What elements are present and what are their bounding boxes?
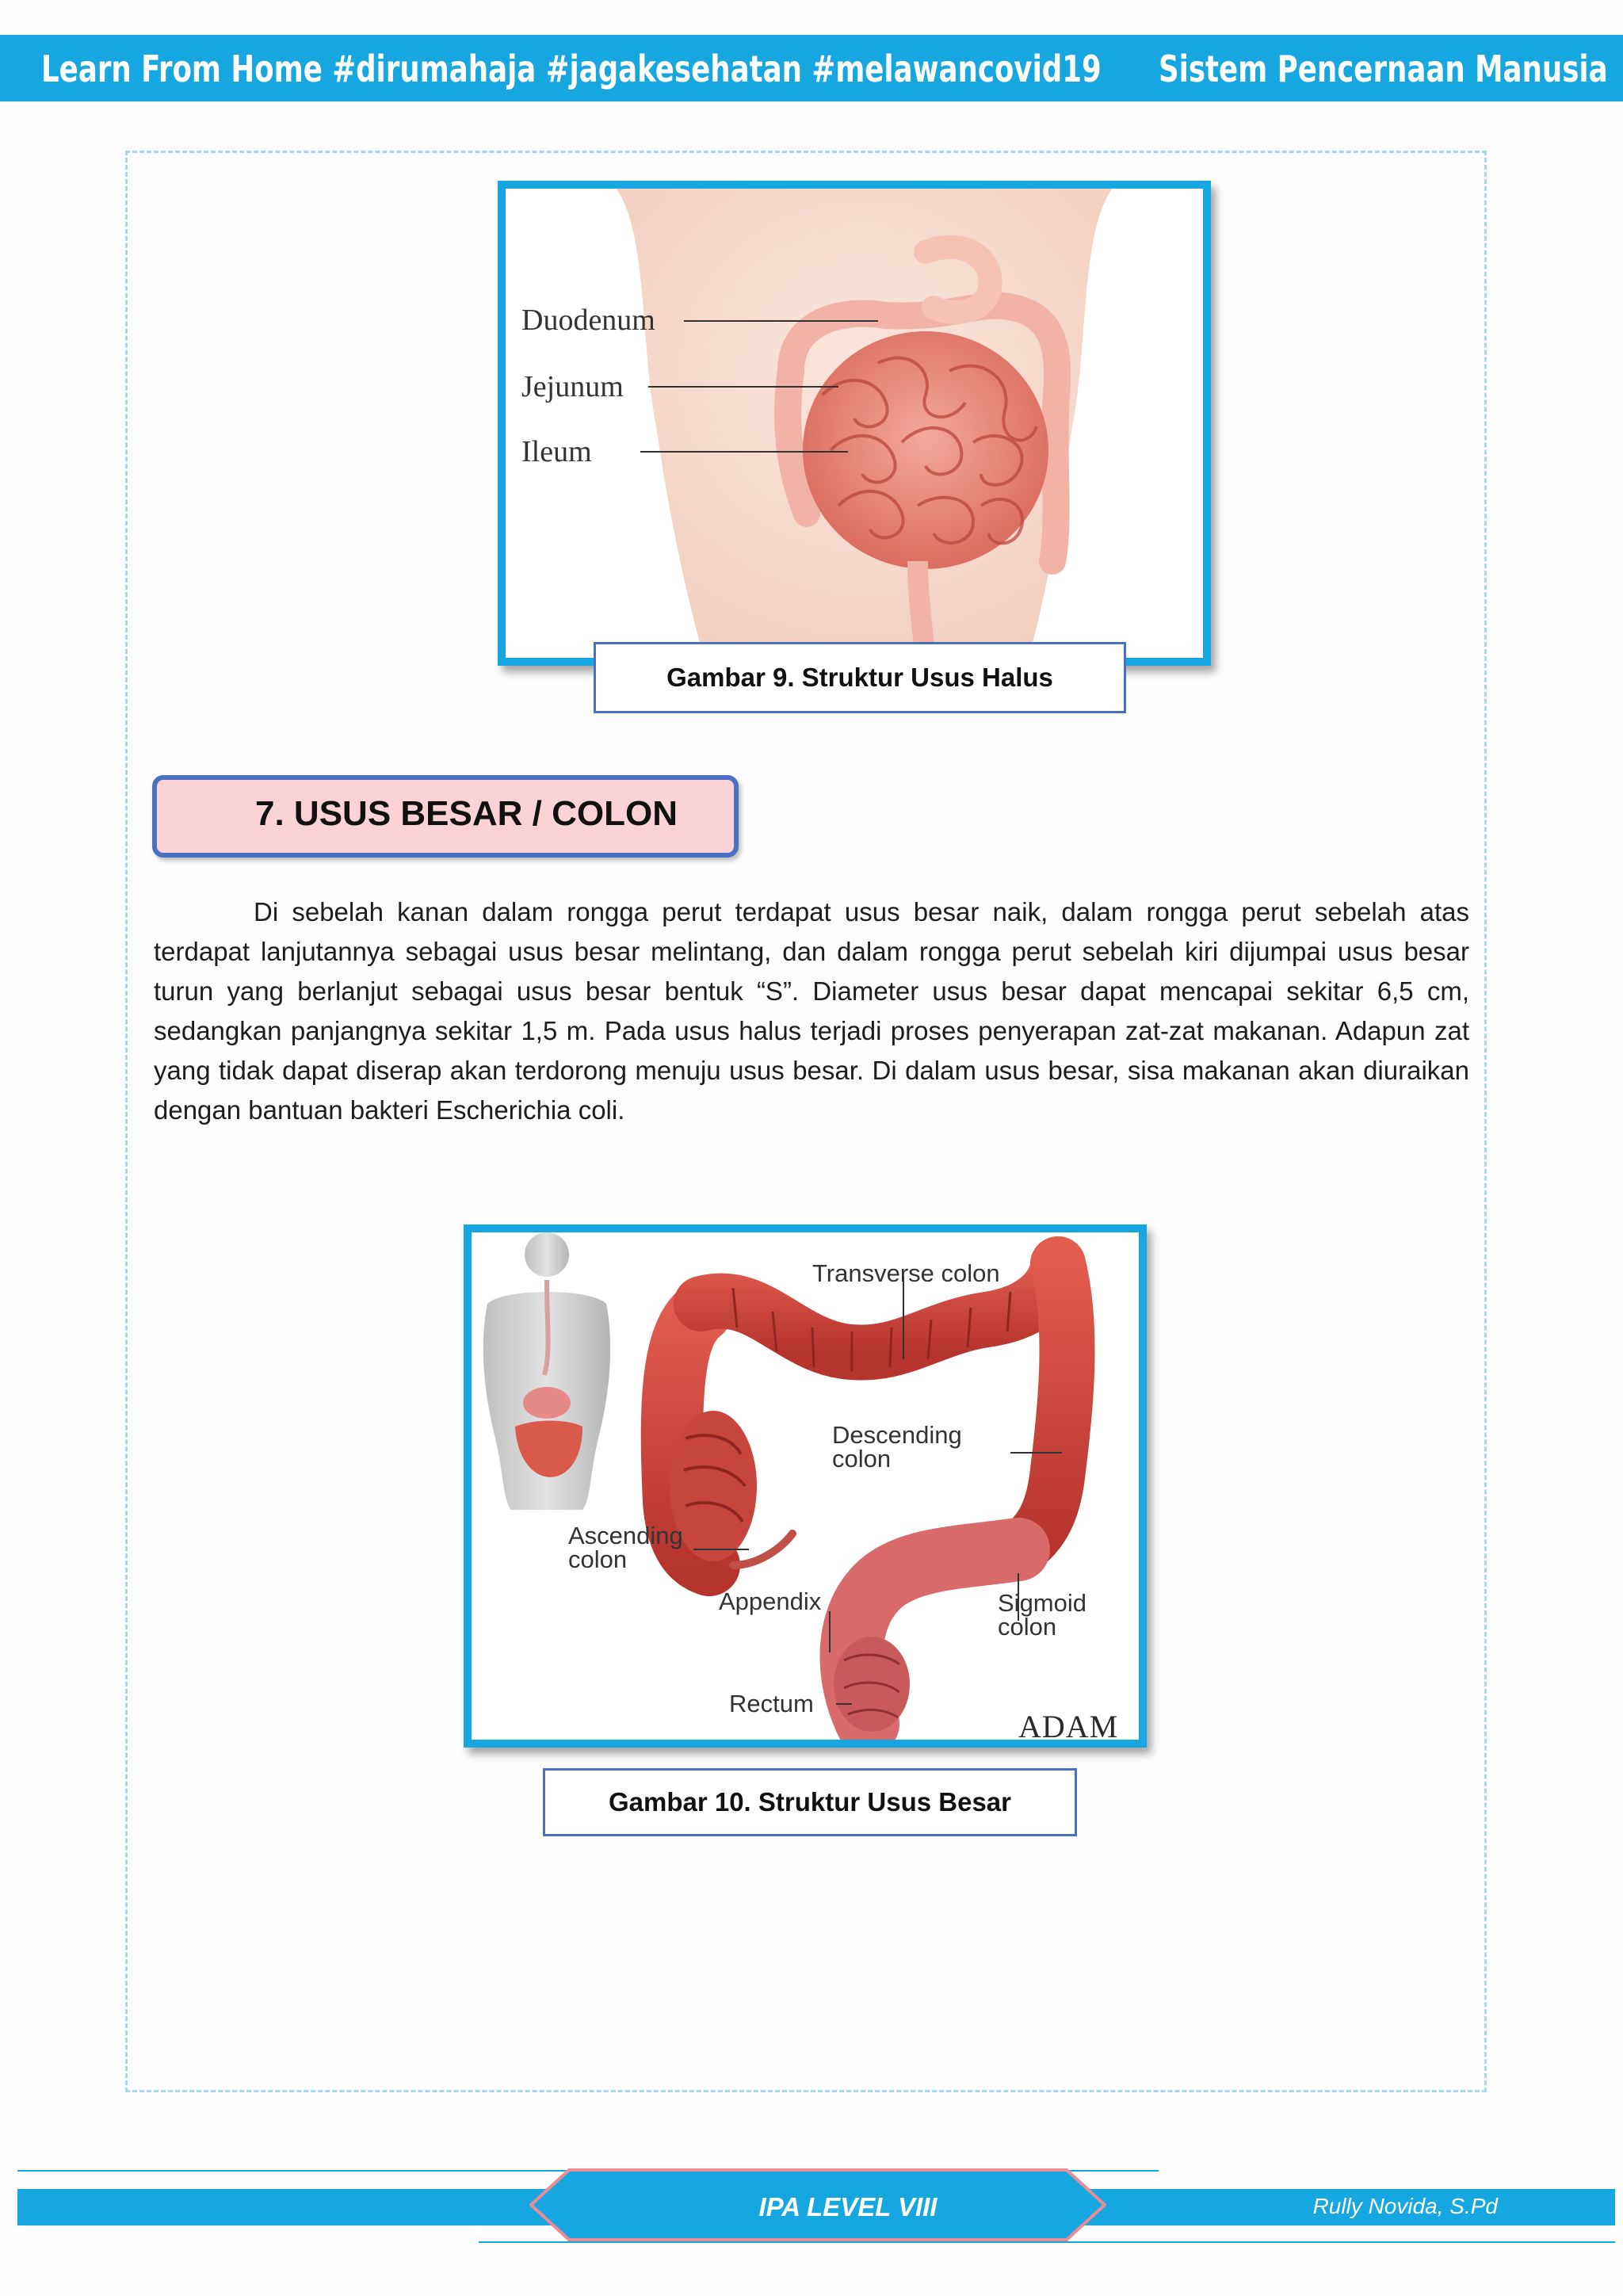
figure9-caption: Gambar 9. Struktur Usus Halus xyxy=(594,642,1126,713)
large-intestine-illustration xyxy=(472,1232,1139,1740)
label-ascending-colon-line1: Ascending xyxy=(568,1522,683,1549)
header-topic: Sistem Pencernaan Manusia xyxy=(1159,48,1608,90)
label-ileum: Ileum xyxy=(521,435,592,468)
footer-line-bottom xyxy=(479,2241,1615,2243)
label-rectum: Rectum xyxy=(729,1690,814,1717)
header-hashtags: Learn From Home #dirumahaja #jagakesehatan #melawancovid19 xyxy=(41,48,1102,90)
body-paragraph: Di sebelah kanan dalam rongga perut terdapat usus besar naik, dalam rongga perut sebelah atas terdapat lanjutannya sebagai usus besar melintang, dan dalam rongga perut sebelah kiri dijumpai usus besar turun yang berlanjut sebagai usus besar bentuk “S”. Diameter usus besar dapat mencapai sekitar 6,5 cm, sedangkan panjangnya sekitar 1,5 m. Pada usus halus terjadi proses penyerapan zat-zat makanan. Adapun zat yang tidak dapat diserap akan terdorong menuju usus besar. Di dalam usus besar, sisa makanan akan diuraikan dengan bantuan bakteri Escherichia coli. xyxy=(154,897,1469,1125)
footer-author: Rully Novida, S.Pd xyxy=(1312,2194,1498,2218)
label-transverse-colon: Transverse colon xyxy=(812,1259,1000,1287)
label-appendix: Appendix xyxy=(719,1587,822,1615)
label-duodenum: Duodenum xyxy=(521,304,655,337)
section-heading-box xyxy=(152,775,739,858)
figure-large-intestine xyxy=(464,1224,1147,1748)
label-sigmoid-colon-line2: colon xyxy=(998,1613,1057,1641)
figure-small-intestine xyxy=(498,181,1211,666)
section-heading: 7. USUS BESAR / COLON xyxy=(255,794,678,833)
label-sigmoid-colon-line1: Sigmoid xyxy=(998,1589,1086,1617)
figure10-caption: Gambar 10. Struktur Usus Besar xyxy=(543,1768,1077,1836)
label-ascending-colon-line2: colon xyxy=(568,1545,628,1573)
label-jejunum: Jejunum xyxy=(521,370,624,403)
label-descending-colon-line2: colon xyxy=(832,1445,892,1473)
adam-logo: ADAM xyxy=(1018,1709,1119,1740)
footer-level: IPA LEVEL VIII xyxy=(758,2192,938,2222)
label-descending-colon-line1: Descending xyxy=(832,1421,962,1449)
header-band xyxy=(0,35,1623,101)
small-intestine-illustration xyxy=(506,189,1203,658)
